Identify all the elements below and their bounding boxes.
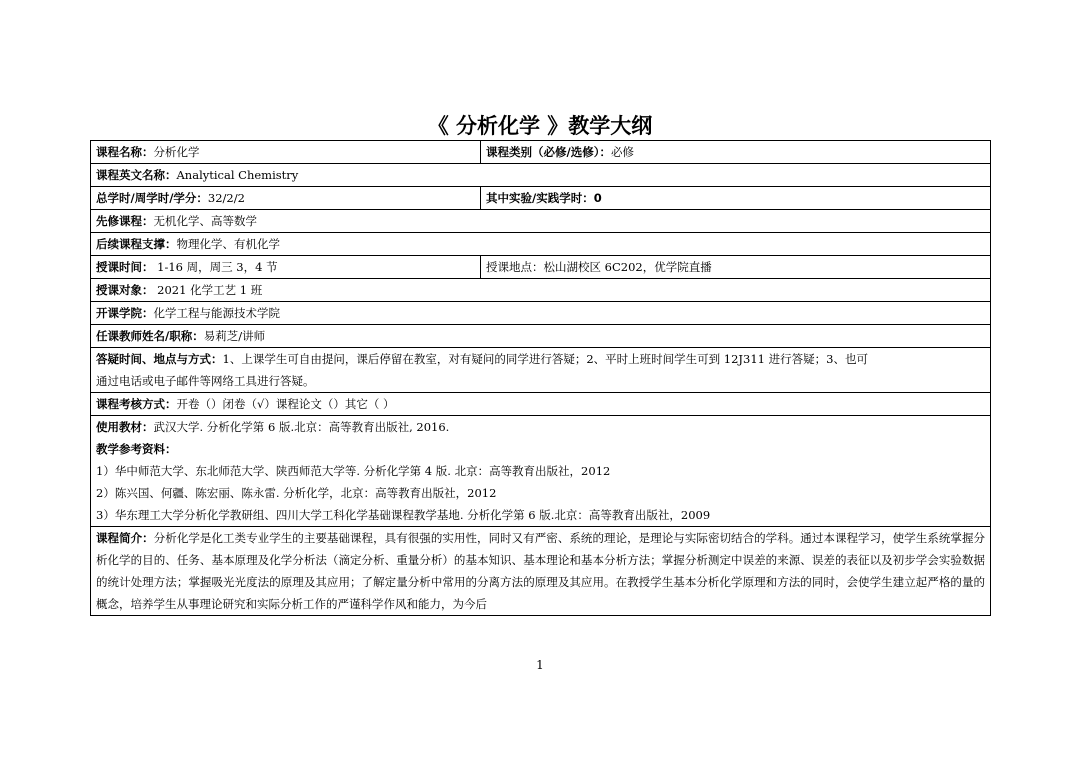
audience-cell [91, 279, 991, 302]
row-english-name [91, 164, 991, 187]
qa-line-1 [96, 348, 985, 370]
row-course-name [91, 141, 991, 164]
lab-hours-cell [481, 187, 991, 210]
prerequisite-cell [91, 210, 991, 233]
lab-hours-label: 其中实验/实践学时： [486, 191, 594, 205]
follow-up-value: 物理化学、有机化学 [176, 237, 280, 251]
row-hours [91, 187, 991, 210]
intro-label: 课程简介： [96, 531, 154, 545]
intro-cell [91, 527, 991, 616]
teacher-value: 易莉芝/讲师 [203, 329, 266, 343]
follow-up-cell [91, 233, 991, 256]
references-label: 教学参考资料： [96, 442, 177, 456]
qa-cell [91, 348, 991, 393]
teacher-label: 任课教师姓名/职称： [96, 329, 204, 343]
audience-label: 授课对象： [96, 283, 154, 297]
school-cell [91, 302, 991, 325]
prerequisite-value: 无机化学、高等数学 [153, 214, 257, 228]
document-title: 《 分析化学 》教学大纲 [427, 114, 653, 138]
qa-line-2: 通过电话或电子邮件等网络工具进行答疑。 [96, 374, 315, 388]
hours-value: 32/2/2 [207, 191, 245, 205]
assessment-label: 课程考核方式： [96, 397, 177, 411]
course-category-value: 必修 [610, 145, 634, 159]
syllabus-table [90, 140, 991, 616]
schedule-cell [91, 256, 481, 279]
row-audience [91, 279, 991, 302]
page-number: 1 [536, 658, 544, 672]
intro-paragraph [96, 527, 985, 615]
reference-item-2: 2）陈兴国、何疆、陈宏丽、陈永雷. 分析化学，北京：高等教育出版社，2012 [96, 486, 497, 500]
english-name-value: Analytical Chemistry [176, 168, 299, 182]
row-follow-up [91, 233, 991, 256]
textbook-value: 武汉大学. 分析化学第 6 版.北京：高等教育出版社, 2016. [153, 420, 450, 434]
row-qa [91, 348, 991, 393]
row-schedule [91, 256, 991, 279]
qa-text-1: 1、上课学生可自由提问，课后停留在教室，对有疑问的同学进行答疑；2、平时上班时间学生可到 12J311 进行答疑；3、也可 [222, 352, 868, 366]
location-cell [481, 256, 991, 279]
row-school [91, 302, 991, 325]
prerequisite-label: 先修课程： [96, 214, 154, 228]
intro-text: 分析化学是化工类专业学生的主要基础课程，具有很强的实用性，同时又有严密、系统的理论，是理论与实际密切结合的学科。通过本课程学习，使学生系统掌握分析化学的目的、任务、基本原理及化学分析法（滴定分析、重量分析）的基本知识、基本理论和基本分析方法；掌握分析测定中误差的来源、误差的表征以及初步学会实验数据的统计处理方法；掌握吸光光度法的原理及其应用；了解定量分析中常用的分离方法的原理及其应用。在教授学生基本分析化学原理和方法的同时，会使学生建立起严格的量的概念，培养学生从事理论研究和实际分析工作的严谨科学作风和能力，为今后 [96, 531, 985, 611]
row-assessment [91, 393, 991, 416]
follow-up-label: 后续课程支撑： [96, 237, 177, 251]
materials-cell [91, 416, 991, 527]
course-name-value: 分析化学 [153, 145, 200, 159]
english-name-label: 课程英文名称： [96, 168, 177, 182]
school-label: 开课学院： [96, 306, 154, 320]
school-value: 化学工程与能源技术学院 [153, 306, 280, 320]
assessment-cell [91, 393, 991, 416]
row-intro [91, 527, 991, 616]
lab-hours-value: 0 [593, 191, 602, 205]
schedule-value: 1-16 周，周三 3，4 节 [153, 260, 278, 274]
row-prerequisite [91, 210, 991, 233]
reference-item-3: 3）华东理工大学分析化学教研组、四川大学工科化学基础课程教学基地. 分析化学第 6 版.北京：高等教育出版社，2009 [96, 508, 711, 522]
schedule-label: 授课时间： [96, 260, 154, 274]
assessment-value: 开卷（）闭卷（√）课程论文（）其它（ ） [176, 397, 395, 411]
course-name-cell [91, 141, 481, 164]
hours-cell [91, 187, 481, 210]
course-category-cell [481, 141, 991, 164]
hours-label: 总学时/周学时/学分： [96, 191, 208, 205]
course-category-label: 课程类别（必修/选修）： [486, 145, 611, 159]
audience-value: 2021 化学工艺 1 班 [153, 283, 263, 297]
textbook-label: 使用教材： [96, 420, 154, 434]
row-teacher [91, 325, 991, 348]
course-name-label: 课程名称： [96, 145, 154, 159]
row-materials [91, 416, 991, 527]
textbook-line [96, 416, 985, 438]
qa-label: 答疑时间、地点与方式： [96, 352, 223, 366]
teacher-cell [91, 325, 991, 348]
location-value: 授课地点：松山湖校区 6C202，优学院直播 [486, 260, 712, 274]
reference-item-1: 1）华中师范大学、东北师范大学、陕西师范大学等. 分析化学第 4 版. 北京：高等教育出版社，2012 [96, 464, 611, 478]
english-name-cell [91, 164, 991, 187]
